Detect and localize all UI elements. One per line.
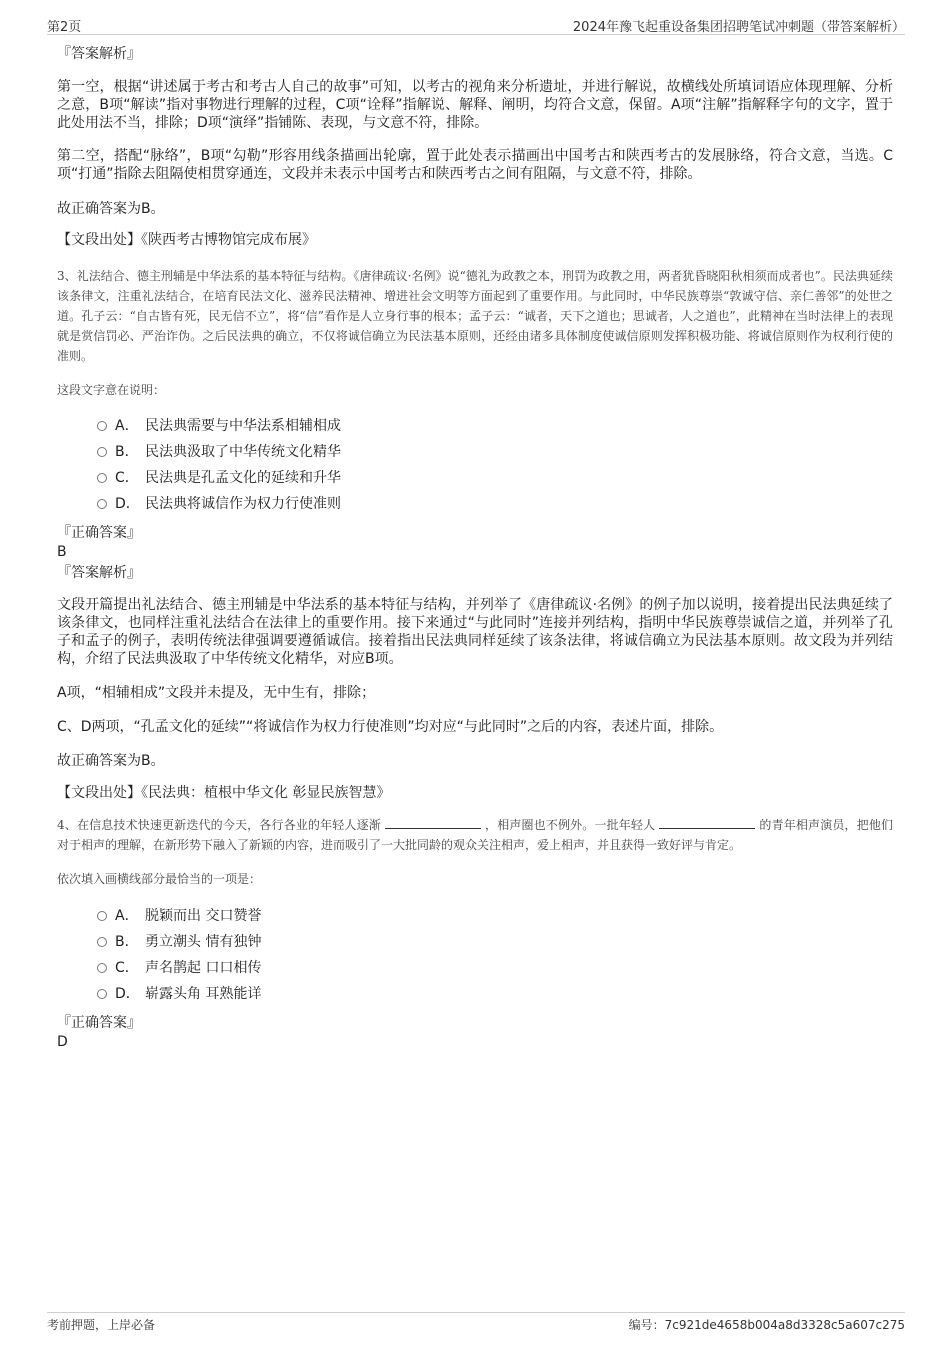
analysis-label: 『答案解析』 [57, 565, 141, 581]
document-id: 编号：7c921de4658b004a8d3328c5a607c275 [628, 1318, 905, 1332]
page-header [47, 14, 905, 35]
option-letter: B． [115, 444, 139, 460]
analysis-paragraph: C、D两项，“孔孟文化的延续”“将诚信作为权力行使准则”均对应“与此同时”之后的内容，表述片面，排除。 [57, 719, 724, 735]
radio-button[interactable] [97, 447, 107, 457]
option-list [57, 413, 893, 517]
radio-button[interactable] [97, 963, 107, 973]
option-d[interactable] [57, 491, 893, 517]
page-number: 第2页 [47, 20, 82, 35]
option-c[interactable] [57, 955, 893, 981]
option-letter: C． [115, 960, 139, 976]
option-a[interactable] [57, 413, 893, 439]
question-text-part: 的青年相声演员，把他们对于相声的理解，在新形势下融入了新颖的内容，进而吸引了一大批同龄的观众关注相声，爱上相声，并且获得一致好评与肯定。 [57, 818, 893, 852]
page-footer [47, 1312, 905, 1337]
option-text: 民法典汲取了中华传统文化精华 [145, 444, 341, 460]
analysis-label: 『答案解析』 [57, 46, 141, 62]
radio-button[interactable] [97, 911, 107, 921]
radio-button[interactable] [97, 499, 107, 509]
footer-slogan: 考前押题，上岸必备 [47, 1318, 156, 1332]
question-prompt: 依次填入画横线部分最恰当的一项是： [57, 872, 262, 886]
option-letter: B． [115, 934, 139, 950]
option-text: 民法典将诚信作为权力行使准则 [145, 496, 341, 512]
correct-answer: D [57, 1034, 68, 1050]
radio-button[interactable] [97, 421, 107, 431]
question-text-part: ，相声圈也不例外。一批年轻人 [484, 818, 656, 832]
radio-button[interactable] [97, 989, 107, 999]
option-letter: D． [115, 986, 140, 1002]
option-a[interactable] [57, 903, 893, 929]
option-text: 声名鹊起 口口相传 [145, 960, 262, 976]
option-d[interactable] [57, 981, 893, 1007]
option-text: 民法典需要与中华法系相辅相成 [145, 418, 341, 434]
analysis-paragraph: 文段开篇提出礼法结合、德主刑辅是中华法系的基本特征与结构，并列举了《唐律疏议·名例》的例子加以说明，接着提出民法典延续了该条律文，也同样注重礼法结合在法律上的重要作用。接下来通过“与此同时”连接并列结构，指明中华民族尊崇诚信之道，并列举了孔子和孟子的例子，表明传统法律强调要遵循诚信。接着指出民法典同样延续了该条法律，将诚信确立为民法基本原则。故文段为并列结构，介绍了民法典汲取了中华传统文化精华，对应B项。 [57, 597, 893, 667]
question-text [57, 815, 893, 855]
option-b[interactable] [57, 929, 893, 955]
analysis-paragraph: 第一空，根据“讲述属于考古和考古人自己的故事”可知，以考古的视角来分析遗址，并进行解说，故横线处所填词语应体现理解、分析之意，B项“解读”指对事物进行理解的过程，C项“诠释”指解说、解释、阐明，均符合文意，保留。A项“注解”指解释字句的文字，置于此处用法不当，排除；D项“演绎”指铺陈、表现，与文意不符，排除。 [57, 79, 893, 131]
option-text: 崭露头角 耳熟能详 [145, 986, 262, 1002]
analysis-conclusion: 故正确答案为B。 [57, 753, 165, 769]
analysis-paragraph: A项，“相辅相成”文段并未提及，无中生有，排除； [57, 685, 376, 701]
radio-button[interactable] [97, 473, 107, 483]
document-title: 2024年豫飞起重设备集团招聘笔试冲刺题（带答案解析） [572, 20, 905, 35]
fill-blank [385, 816, 481, 829]
question-text-part: 4、在信息技术快速更新迭代的今天，各行各业的年轻人逐渐 [57, 818, 381, 832]
option-letter: A． [115, 908, 139, 924]
analysis-paragraph: 第二空，搭配“脉络”，B项“勾勒”形容用线条描画出轮廓，置于此处表示描画出中国考古和陕西考古的发展脉络，符合文意，当选。C项“打通”指除去阻隔使相贯穿通连，文段并未表示中国考古和陕西考古之间有阻隔，与文意不符，排除。 [57, 148, 893, 182]
correct-answer-label: 『正确答案』 [57, 525, 141, 541]
question-prompt: 这段文字意在说明： [57, 383, 166, 397]
correct-answer: B [57, 544, 67, 560]
page-content [57, 44, 893, 1051]
option-letter: A． [115, 418, 139, 434]
passage-source: 【文段出处】《陕西考古博物馆完成布展》 [57, 232, 316, 248]
option-list [57, 903, 893, 1007]
option-b[interactable] [57, 439, 893, 465]
option-letter: C． [115, 470, 139, 486]
option-c[interactable] [57, 465, 893, 491]
fill-blank [659, 816, 755, 829]
passage-source: 【文段出处】《民法典：植根中华文化 彰显民族智慧》 [57, 785, 391, 801]
analysis-conclusion: 故正确答案为B。 [57, 201, 165, 217]
question-text: 3、礼法结合、德主刑辅是中华法系的基本特征与结构。《唐律疏议·名例》说“德礼为政教之本，刑罚为政教之用，两者犹昏晓阳秋相须而成者也”。民法典延续该条律文，注重礼法结合，在培育民法文化、滋养民法精神、增进社会文明等方面起到了重要作用。与此同时，中华民族尊崇“敦诚守信、亲仁善邻”的处世之道。孔子云：“自古皆有死，民无信不立”，将“信”看作是人立身行事的根本；孟子云：“诚者，天下之道也；思诚者，人之道也”，此精神在当时法律上的表现就是赏信罚必、严治诈伪。之后民法典的确立，不仅将诚信确立为民法基本原则，还经由诸多具体制度使诚信原则发挥积极功能、将诚信原则作为权利行使的准则。 [57, 269, 893, 363]
option-text: 民法典是孔孟文化的延续和升华 [145, 470, 341, 486]
option-letter: D． [115, 496, 140, 512]
option-text: 脱颖而出 交口赞誉 [145, 908, 262, 924]
correct-answer-label: 『正确答案』 [57, 1015, 141, 1031]
option-text: 勇立潮头 情有独钟 [145, 934, 262, 950]
radio-button[interactable] [97, 937, 107, 947]
